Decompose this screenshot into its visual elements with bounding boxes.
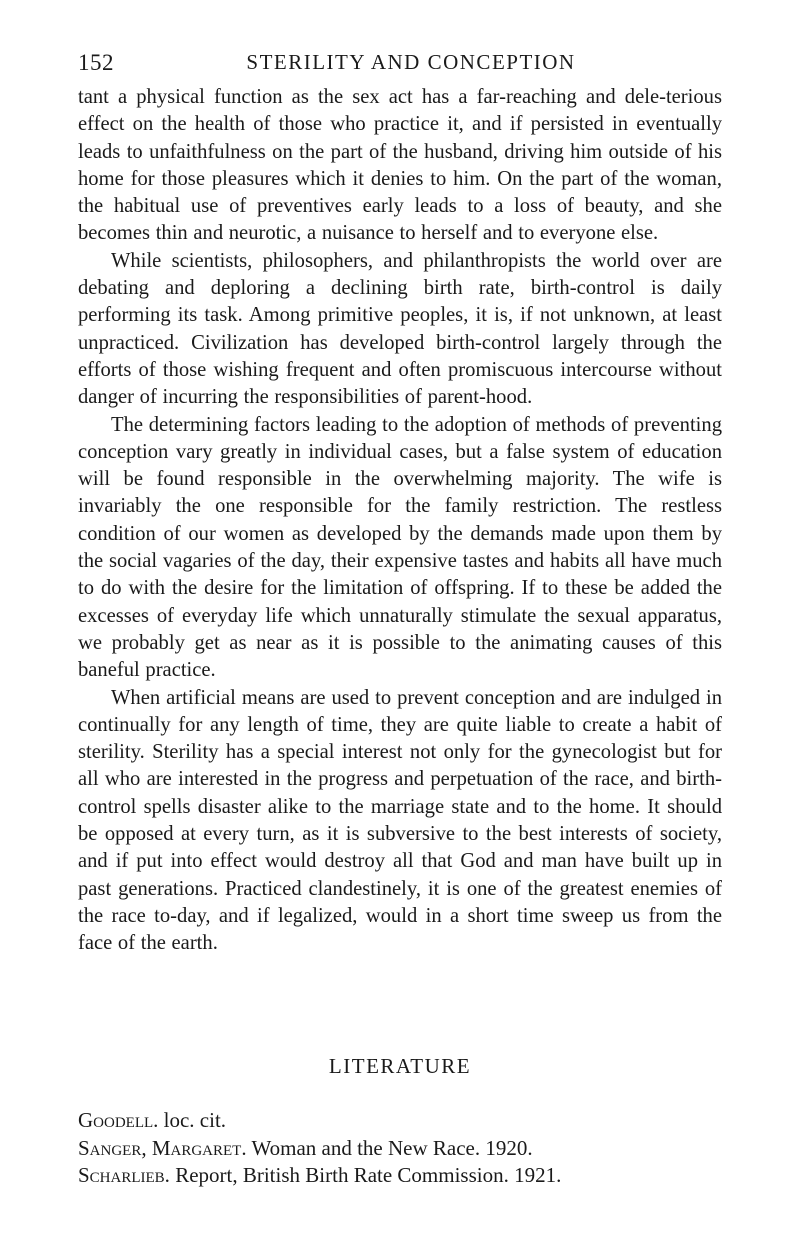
reference-entry	[78, 1135, 738, 1163]
running-head: STERILITY AND CONCEPTION	[246, 50, 576, 74]
literature-heading: LITERATURE	[328, 1054, 472, 1078]
reference-author: Goodell.	[78, 1108, 159, 1132]
reference-citation: Woman and the New Race. 1920.	[251, 1135, 533, 1160]
paragraph: tant a physical function as the sex act has a far-reaching and dele-terious effect on the health of those who practice it, and if persisted in eventually leads to unfaithfulness on the part of the husband, driving him outside of his home for those pleasures which it denies to him. On the part of the woman, the habitual use of preventives early leads to a loss of beauty, and she becomes thin and neurotic, a nuisance to herself and to everyone else.	[78, 86, 722, 245]
page-number: 152	[78, 50, 114, 75]
paragraph: When artificial means are used to prevent conception and are indulged in continually for any length of time, they are quite liable to create a habit of sterility. Sterility has a special interest not only for the gynecologist but for all who are interested in the progress and perpetuation of the race, and birth-control spells disaster alike to the marriage state and to the home. It should be opposed at every turn, as it is subversive to the best interests of society, and if put into effect would destroy all that God and man have built up in past generations. Practiced clandestinely, it is one of the greatest enemies of the race to-day, and if legalized, would in a short time sweep us from the face of the earth.	[78, 686, 722, 955]
paragraph: The determining factors leading to the adoption of methods of preventing conception vary greatly in individual cases, but a false system of education will be found responsible in the overwhelming majority. The wife is invariably the one responsible for the family restriction. The restless condition of our women as developed by the demands made upon them by the social vagaries of the day, their expensive tastes and habits all have much to do with the desire for the limitation of offspring. If to these be added the excesses of everyday life which unnaturally stimulate the sexual apparatus, we probably get as near as it is possible to the animating causes of this baneful practice.	[78, 413, 722, 682]
page-header	[78, 50, 722, 80]
reference-citation: loc. cit.	[163, 1108, 227, 1132]
reference-author: Scharlieb.	[78, 1163, 170, 1187]
reference-list	[78, 1107, 738, 1190]
body-text	[78, 84, 722, 958]
reference-citation: Report, British Birth Rate Commission. 1921.	[175, 1163, 562, 1187]
reference-entry	[78, 1107, 738, 1135]
reference-entry	[78, 1162, 738, 1190]
paragraph: While scientists, philosophers, and philanthropists the world over are debating and deploring a declining birth rate, birth-control is daily performing its task. Among primitive peoples, it is, if not unknown, at least unpracticed. Civilization has developed birth-control largely through the efforts of those wishing frequent and often promiscuous intercourse without danger of incurring the responsibilities of parent-hood.	[78, 249, 722, 409]
reference-author: Sanger, Margaret.	[78, 1135, 247, 1160]
